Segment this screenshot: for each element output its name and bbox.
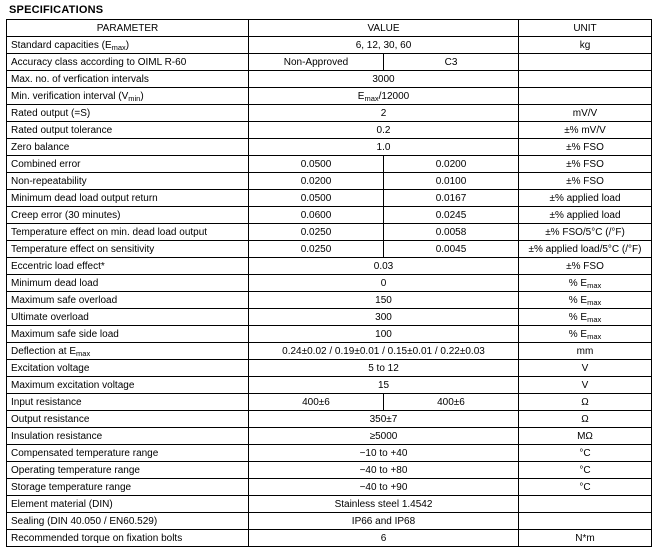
cell-parameter: Standard capacities $(E_{max})$ [7,37,249,54]
cell-unit [519,71,652,88]
cell-value: $E_{max}/12000$ [249,88,519,105]
table-row [7,88,652,105]
cell-value-2: 0.0167 [384,190,519,207]
table-row [7,224,652,241]
cell-parameter: Zero balance [7,139,249,156]
cell-value: 0.2 [249,122,519,139]
cell-parameter: Non-repeatability [7,173,249,190]
table-row [7,326,652,343]
cell-value: 5 to 12 [249,360,519,377]
cell-parameter: Sealing (DIN 40.050 / EN60.529) [7,513,249,530]
cell-value-2: 0.0058 [384,224,519,241]
cell-unit: ±% mV/V [519,122,652,139]
cell-value-1: 0.0500 [249,190,384,207]
cell-unit: ±% FSO/5°C (/°F) [519,224,652,241]
table-row [7,411,652,428]
cell-value: 350±7 [249,411,519,428]
cell-value: 0.24±0.02 / 0.19±0.01 / 0.15±0.01 / 0.22±0.03 [249,343,519,360]
cell-value: 2 [249,105,519,122]
cell-value-2: 400±6 [384,394,519,411]
cell-value-1: 0.0250 [249,241,384,258]
table-header-row [7,20,652,37]
cell-value: 0 [249,275,519,292]
cell-unit: % $E_{max}$ [519,275,652,292]
page-title: SPECIFICATIONS [9,4,104,16]
cell-value-2: 0.0245 [384,207,519,224]
cell-parameter: Ultimate overload [7,309,249,326]
cell-unit: % $E_{max}$ [519,292,652,309]
cell-value-1: 0.0500 [249,156,384,173]
table-row [7,428,652,445]
cell-parameter: Input resistance [7,394,249,411]
cell-parameter: Element material (DIN) [7,496,249,513]
cell-unit [519,513,652,530]
cell-unit [519,54,652,71]
cell-value: −40 to +80 [249,462,519,479]
table-row [7,479,652,496]
cell-value-2: 0.0100 [384,173,519,190]
table-row [7,105,652,122]
table-row [7,513,652,530]
cell-value-1: 0.0200 [249,173,384,190]
cell-parameter: Max. no. of verfication intervals [7,71,249,88]
cell-value-1: 0.0250 [249,224,384,241]
cell-parameter: Minimum dead load [7,275,249,292]
cell-unit: °C [519,445,652,462]
table-row [7,139,652,156]
cell-parameter: Recommended torque on fixation bolts [7,530,249,547]
table-row [7,309,652,326]
cell-unit [519,88,652,105]
cell-parameter: Rated output (=S) [7,105,249,122]
cell-parameter: Rated output tolerance [7,122,249,139]
cell-value-2: C3 [384,54,519,71]
cell-parameter: Min. verification interval $(V_{min})$ [7,88,249,105]
cell-value: 1.0 [249,139,519,156]
cell-parameter: Excitation voltage [7,360,249,377]
table-body [7,20,652,547]
table-row [7,445,652,462]
header-value: VALUE [249,20,519,37]
table-row [7,292,652,309]
specifications-table [6,19,652,547]
cell-parameter: Creep error (30 minutes) [7,207,249,224]
cell-parameter: Minimum dead load output return [7,190,249,207]
cell-unit: Ω [519,394,652,411]
cell-unit: Ω [519,411,652,428]
cell-parameter: Temperature effect on sensitivity [7,241,249,258]
cell-unit: ±% FSO [519,258,652,275]
header-unit: UNIT [519,20,652,37]
table-row [7,377,652,394]
cell-value: −10 to +40 [249,445,519,462]
cell-parameter: Compensated temperature range [7,445,249,462]
cell-value: 15 [249,377,519,394]
cell-value: 0.03 [249,258,519,275]
table-row [7,530,652,547]
cell-unit: ±% applied load [519,207,652,224]
table-row [7,190,652,207]
table-row [7,496,652,513]
cell-parameter: Storage temperature range [7,479,249,496]
cell-value: 300 [249,309,519,326]
cell-unit: % $E_{max}$ [519,309,652,326]
cell-parameter: Operating temperature range [7,462,249,479]
cell-parameter: Temperature effect on min. dead load output [7,224,249,241]
cell-parameter: Maximum excitation voltage [7,377,249,394]
table-row [7,360,652,377]
header-parameter: PARAMETER [7,20,249,37]
cell-value-1: 0.0600 [249,207,384,224]
table-row [7,37,652,54]
cell-unit: V [519,377,652,394]
cell-unit: ±% applied load [519,190,652,207]
cell-value-1: 400±6 [249,394,384,411]
cell-parameter: Accuracy class according to OIML R-60 [7,54,249,71]
cell-unit [519,496,652,513]
table-row [7,54,652,71]
cell-unit: kg [519,37,652,54]
table-row [7,258,652,275]
cell-parameter: Deflection at $E_{max}$ [7,343,249,360]
cell-value-2: 0.0045 [384,241,519,258]
cell-value: ≥5000 [249,428,519,445]
table-row [7,71,652,88]
cell-value-1: Non-Approved [249,54,384,71]
table-row [7,343,652,360]
table-row [7,241,652,258]
cell-parameter: Maximum safe overload [7,292,249,309]
table-row [7,394,652,411]
cell-value-2: 0.0200 [384,156,519,173]
table-row [7,462,652,479]
cell-unit: % $E_{max}$ [519,326,652,343]
cell-unit: mm [519,343,652,360]
cell-value: 6 [249,530,519,547]
table-row [7,275,652,292]
table-row [7,122,652,139]
cell-unit: °C [519,462,652,479]
cell-value: 3000 [249,71,519,88]
cell-value: 150 [249,292,519,309]
cell-value: 100 [249,326,519,343]
table-row [7,156,652,173]
cell-parameter: Combined error [7,156,249,173]
cell-value: Stainless steel 1.4542 [249,496,519,513]
cell-unit: ±% FSO [519,139,652,156]
cell-unit: ±% FSO [519,156,652,173]
cell-parameter: Eccentric load effect* [7,258,249,275]
cell-value: IP66 and IP68 [249,513,519,530]
cell-unit: N*m [519,530,652,547]
cell-unit: MΩ [519,428,652,445]
cell-unit: mV/V [519,105,652,122]
cell-parameter: Maximum safe side load [7,326,249,343]
table-row [7,173,652,190]
cell-unit: ±% FSO [519,173,652,190]
cell-parameter: Output resistance [7,411,249,428]
cell-value: 6, 12, 30, 60 [249,37,519,54]
cell-unit: ±% applied load/5°C (/°F) [519,241,652,258]
cell-parameter: Insulation resistance [7,428,249,445]
cell-unit: V [519,360,652,377]
cell-unit: °C [519,479,652,496]
table-row [7,207,652,224]
cell-value: −40 to +90 [249,479,519,496]
